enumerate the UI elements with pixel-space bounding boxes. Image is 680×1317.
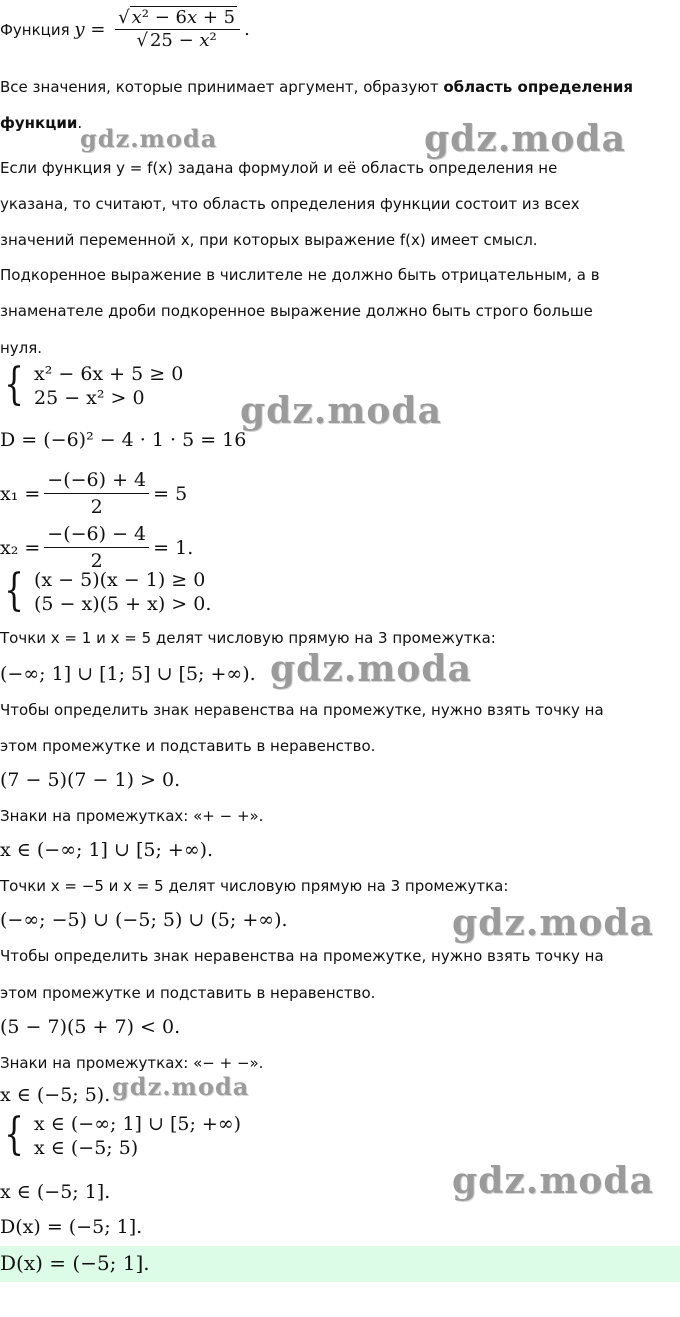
- root-x1: x₁ = $\frac{-(-6) + 4}{2}$ = 5: [0, 469, 188, 518]
- text-line: Чтобы определить знак неравенства на промежутке, нужно взять точку на: [0, 947, 604, 965]
- answer-box: [0, 1246, 680, 1282]
- answer-text: D(x) = (−5; 1].: [0, 1251, 150, 1275]
- system-line: x ∈ (−∞; 1] ∪ [5; +∞): [34, 1113, 242, 1135]
- text-line: нуля.: [0, 339, 43, 357]
- text-line: знаменателе дроби подкоренное выражение должно быть строго больше: [0, 302, 593, 320]
- brace-icon: {: [4, 359, 24, 410]
- system-line: x² − 6x + 5 ≥ 0: [34, 363, 184, 385]
- result-1: x ∈ (−∞; 1] ∪ [5; +∞).: [0, 839, 214, 861]
- intervals-1: (−∞; 1] ∪ [1; 5] ∪ [5; +∞).: [0, 663, 256, 685]
- system-2: [0, 565, 212, 616]
- root-x2: x₂ = $\frac{-(-6) - 4}{2}$ = 1.: [0, 523, 194, 572]
- text-line: указана, то считают, что область определения функции состоит из всех: [0, 195, 580, 213]
- text-line: Чтобы определить знак неравенства на промежутке, нужно взять точку на: [0, 701, 604, 719]
- intervals-2: (−∞; −5) ∪ (−5; 5) ∪ (5; +∞).: [0, 909, 288, 931]
- bold-term: область определения: [443, 78, 634, 96]
- watermark-logo: gdz.moda: [240, 390, 442, 432]
- system-line: 25 − x² > 0: [34, 387, 145, 409]
- text-line: Точки x = 1 и x = 5 делят числовую прямую на 3 промежутка:: [0, 629, 496, 647]
- watermark-logo: gdz.moda: [452, 1160, 654, 1202]
- text-line: Точки x = −5 и x = 5 делят числовую прямую на 3 промежутка:: [0, 877, 509, 895]
- function-fraction: $\frac{\text{√ x² − 6x + 5}}{\text{√ 25 − x²}}$: [115, 8, 240, 51]
- domain-result: D(x) = (−5; 1].: [0, 1216, 143, 1238]
- text-line: Если функция y = f(x) задана формулой и её область определения не: [0, 159, 558, 177]
- watermark-logo: gdz.moda: [452, 902, 654, 944]
- text-line: этом промежутке и подставить в неравенство.: [0, 984, 376, 1002]
- text-line: Знаки на промежутках: «− + −».: [0, 1054, 264, 1072]
- text-line: Все значения, которые принимает аргумент, образуют область определения: [0, 78, 634, 96]
- system-3: [0, 1109, 242, 1160]
- text-line: Подкоренное выражение в числителе не должно быть отрицательным, а в: [0, 266, 600, 284]
- watermark-logo: gdz.moda: [424, 118, 626, 160]
- text-line: этом промежутке и подставить в неравенство.: [0, 737, 376, 755]
- system-1: [0, 359, 184, 410]
- result-2: x ∈ (−5; 5).: [0, 1084, 111, 1106]
- system-line: (5 − x)(5 + x) > 0.: [34, 593, 212, 615]
- intersection-result: x ∈ (−5; 1].: [0, 1181, 111, 1203]
- discriminant: D = (−6)² − 4 · 1 · 5 = 16: [0, 429, 247, 451]
- text-line: Знаки на промежутках: «+ − +».: [0, 807, 264, 825]
- system-line: x ∈ (−5; 5): [34, 1137, 139, 1159]
- watermark-logo: gdz.moda: [80, 124, 218, 153]
- bold-term: функции: [0, 114, 78, 132]
- watermark-logo: gdz.moda: [112, 1072, 250, 1101]
- watermark-logo: gdz.moda: [270, 648, 472, 690]
- system-line: (x − 5)(x − 1) ≥ 0: [34, 569, 206, 591]
- brace-icon: {: [4, 1109, 24, 1160]
- test-point-2: (5 − 7)(5 + 7) < 0.: [0, 1016, 181, 1038]
- test-point-1: (7 − 5)(7 − 1) > 0.: [0, 769, 181, 791]
- text-line: функции.: [0, 114, 83, 132]
- function-definition: Функция y = $\frac{\text{√ x² − 6x + 5}}{\text{√ 25 − x²}}$ .: [0, 7, 250, 51]
- text-line: значений переменной x, при которых выражение f(x) имеет смысл.: [0, 231, 538, 249]
- brace-icon: {: [4, 565, 24, 616]
